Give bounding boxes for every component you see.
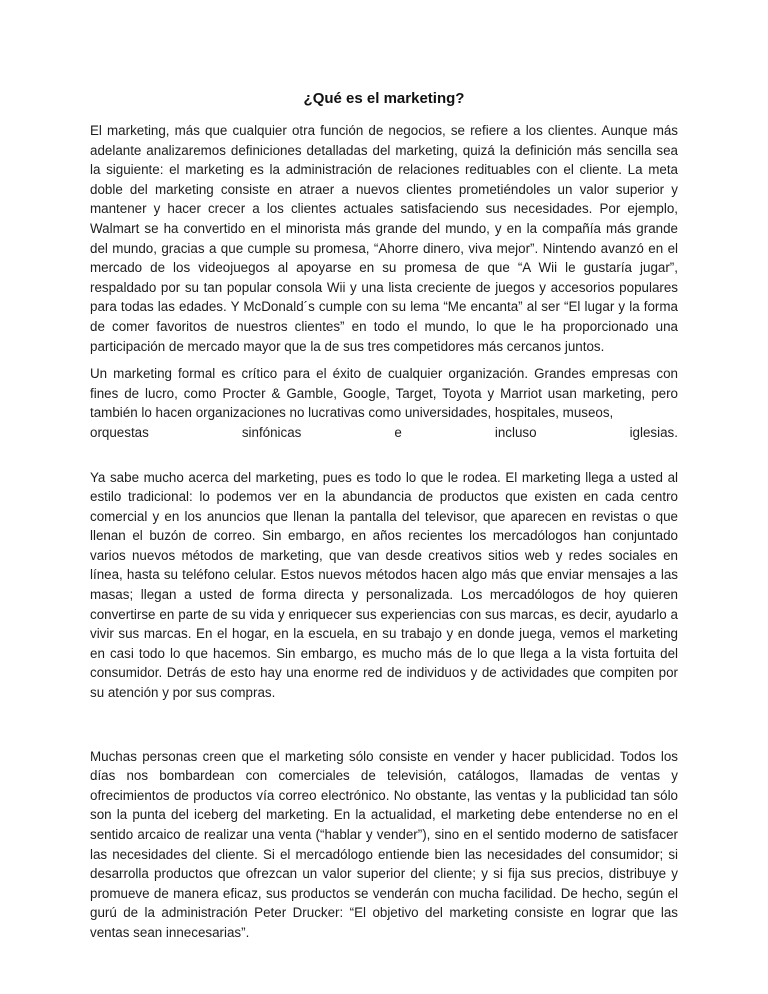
word-e: e <box>394 424 402 440</box>
document-title: ¿Qué es el marketing? <box>303 90 465 107</box>
paragraph-spacer <box>90 443 678 468</box>
paragraph-4: Muchas personas creen que el marketing sólo consiste en vender y hacer publicidad. Todos los días nos bombardean con comerciales de televisión, catálogos, llamadas de ventas y ofrecimientos de productos vía correo electrónico. No obstante, las ventas y la publicidad tan sólo son la punta del iceberg del marketing. En la actualidad, el marketing debe entenderse no en el sentido arcaico de realizar una venta (“hablar y vender”), sino en el sentido moderno de satisfacer las necesidades del cliente. Si el mercadólogo entiende bien las necesidades del consumidor; si desarrolla productos que ofrezcan un valor superior del cliente; y si fija sus precios, distribuye y promueve de manera eficaz, sus productos se venderán con mucha facilidad. De hecho, según el gurú de la administración Peter Drucker: “El objetivo del marketing consiste en lograr que las ventas sean innecesarias”. <box>90 748 678 940</box>
paragraph-1: El marketing, más que cualquier otra función de negocios, se refiere a los clientes. Aunque más adelante analizaremos definiciones detalladas del marketing, quizá la definición más sencilla sea la siguiente: el marketing es la administración de relaciones redituables con el cliente. La meta doble del marketing consiste en atraer a nuevos clientes prometiéndoles un valor superior y mantener y hacer crecer a los clientes actuales satisfaciendo sus necesidades. Por ejemplo, Walmart se ha convertido en el minorista más grande del mundo, y en la compañía más grande del mundo, gracias a que cumple su promesa, “Ahorre dinero, viva mejor”. Nintendo avanzó en el mercado de los videojuegos al apoyarse en su promesa de que “A Wii le gustaría jugar”, respaldado por su tan popular consola Wii y una lista creciente de juegos y accesorios populares para todas las edades. Y McDonald´s cumple con su lema “Me encanta” al ser “El lugar y la forma de comer favoritos de nuestros clientes” en todo el mundo, lo que le ha proporcionado una participación de mercado mayor que la de sus tres competidores más cercanos juntos. <box>90 123 678 354</box>
word-orquestas: orquestas <box>90 424 149 440</box>
paragraph-2-last-line <box>90 423 678 443</box>
word-incluso: incluso <box>494 424 537 440</box>
paragraph-spacer <box>90 356 678 364</box>
paragraph-2: Un marketing formal es crítico para el éxito de cualquier organización. Grandes empresas con fines de lucro, como Procter & Gamble, Google, Target, Toyota y Marriot usan marketing, pero también lo hacen organizaciones no lucrativas como universidades, hospitales, museos, <box>90 366 678 421</box>
word-iglesias: iglesias. <box>629 424 678 440</box>
paragraph-spacer <box>90 703 678 747</box>
word-sinfonicas: sinfónicas <box>241 424 302 440</box>
paragraph-3: Ya sabe mucho acerca del marketing, pues es todo lo que le rodea. El marketing llega a usted al estilo tradicional: lo podemos ver en la abundancia de productos que existen en cada centro comercial y en los anuncios que llenan la pantalla del televisor, que aparecen en revistas o que llenan el buzón de correo. Sin embargo, en años recientes los mercadólogos han conjuntado varios nuevos métodos de marketing, que van desde creativos sitios web y redes sociales en línea, hasta su teléfono celular. Estos nuevos métodos hacen algo más que enviar mensajes a las masas; llegan a usted de forma directa y personalizada. Los mercadólogos de hoy quieren convertirse en parte de su vida y enriquecer sus experiencias con sus marcas, es decir, ayudarlo a vivir sus marcas. En el hogar, en la escuela, en su trabajo y en donde juega, vemos el marketing en casi todo lo que hacemos. Sin embargo, es mucho más de lo que llega a la vista fortuita del consumidor. Detrás de esto hay una enorme red de individuos y de actividades que compiten por su atención y por sus compras. <box>90 469 678 701</box>
